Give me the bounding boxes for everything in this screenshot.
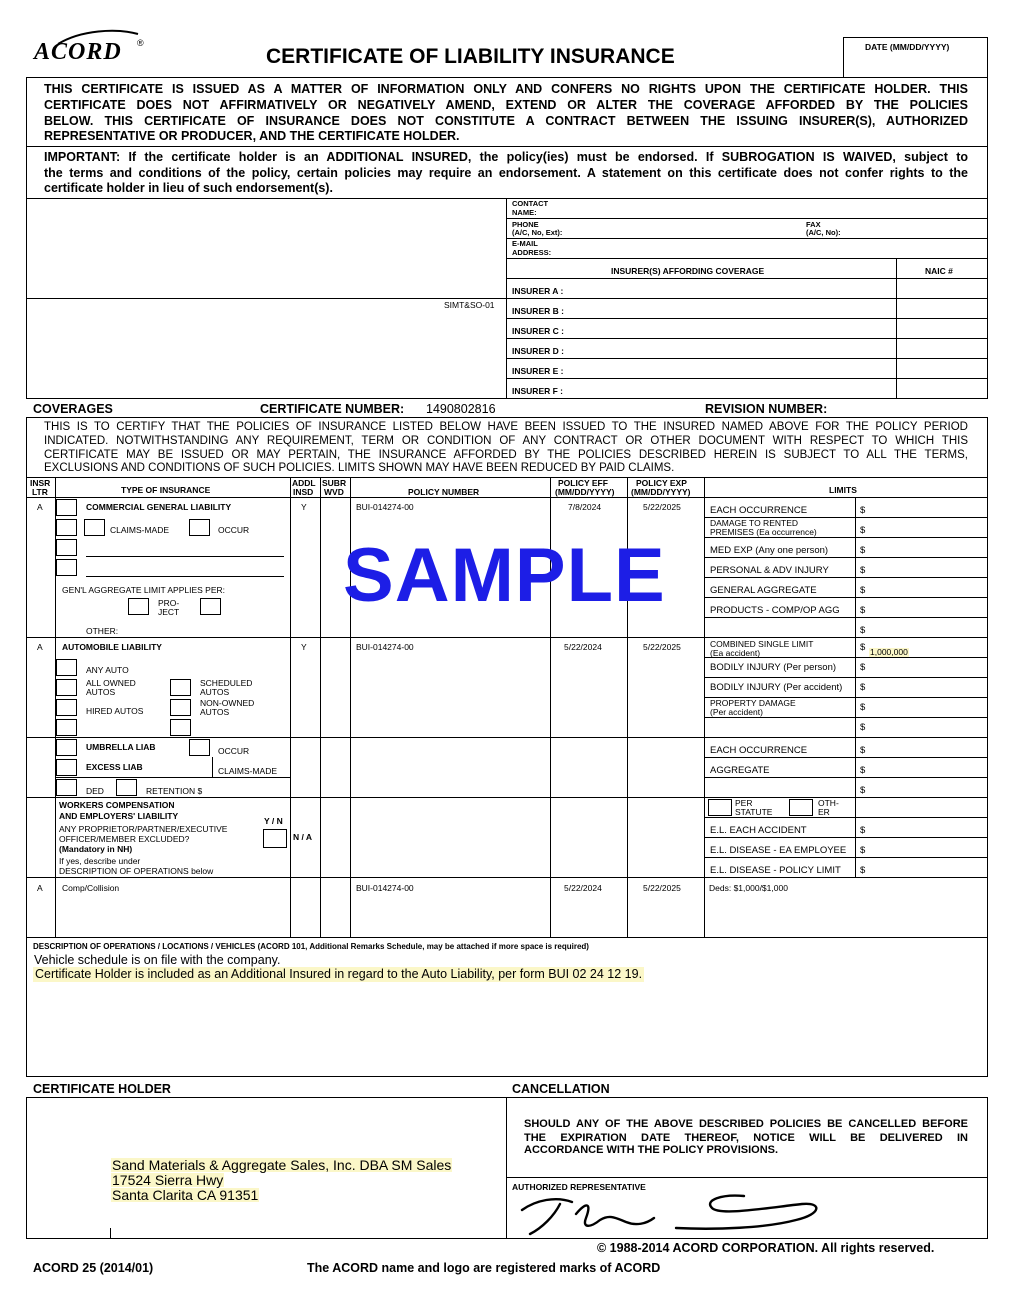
wc-limit-3: E.L. DISEASE - POLICY LIMIT xyxy=(710,865,841,876)
agg-applies-label: GEN'L AGGREGATE LIMIT APPLIES PER: xyxy=(62,585,226,595)
wc-proprietor-2: OFFICER/MEMBER EXCLUDED? xyxy=(59,834,190,844)
email-label-1: E-MAIL xyxy=(512,239,538,248)
page-title: CERTIFICATE OF LIABILITY INSURANCE xyxy=(266,45,675,68)
umb-limit-2: AGGREGATE xyxy=(710,765,770,776)
all-owned-checkbox[interactable] xyxy=(56,679,77,696)
fax-label-1: FAX xyxy=(806,220,821,229)
description-label: DESCRIPTION OF OPERATIONS / LOCATIONS / VEHICLES (ACORD 101, Additional Remarks Schedule, may be attached if more space is required) xyxy=(33,942,589,951)
col-insr-2: LTR xyxy=(32,487,48,497)
dollar-gl-7: $ xyxy=(860,625,866,636)
insurer-b: INSURER B : xyxy=(512,306,564,316)
auto-exp: 5/22/2025 xyxy=(643,642,681,652)
other-checkbox[interactable] xyxy=(789,799,813,816)
excess-label: EXCESS LIAB xyxy=(86,762,143,772)
non-owned-1: NON-OWNED xyxy=(200,698,255,708)
project-label-2: JECT xyxy=(158,607,180,617)
wc-yn: Y / N xyxy=(264,816,283,826)
dollar-wc-1: $ xyxy=(860,825,866,836)
dollar-auto-2: $ xyxy=(860,662,866,673)
sample-watermark: SAMPLE xyxy=(343,533,666,618)
wc-describe-1: If yes, describe under xyxy=(59,856,141,866)
wc-title-1: WORKERS COMPENSATION xyxy=(59,800,175,810)
occur-label: OCCUR xyxy=(218,525,250,535)
col-addl-2: INSD xyxy=(293,487,314,497)
scheduled-checkbox[interactable] xyxy=(170,679,191,696)
excess-checkbox[interactable] xyxy=(56,759,77,776)
dollar-auto-4: $ xyxy=(860,702,866,713)
description-line-1: Vehicle schedule is on file with the company. xyxy=(34,953,281,967)
loc-checkbox[interactable] xyxy=(200,598,221,615)
gl-ltr: A xyxy=(37,502,43,512)
ded-label: DED xyxy=(86,786,104,796)
phone-label-2: (A/C, No, Ext): xyxy=(512,228,563,237)
description-line-2: Certificate Holder is included as an Additional Insured in regard to the Auto Liability, per form BUI 02 24 12 19. xyxy=(35,967,643,981)
holder-street: 17524 Sierra Hwy xyxy=(112,1172,224,1188)
dollar-gl-4: $ xyxy=(860,565,866,576)
col-exp-1: POLICY EXP xyxy=(636,478,687,488)
gl-exp: 5/22/2025 xyxy=(643,502,681,512)
auto-extra-checkbox-2[interactable] xyxy=(170,719,191,736)
wc-other-2: ER xyxy=(818,807,830,817)
umbrella-occur-checkbox[interactable] xyxy=(189,739,210,756)
auto-addl: Y xyxy=(301,642,307,652)
umbrella-checkbox[interactable] xyxy=(56,739,77,756)
non-owned-2: AUTOS xyxy=(200,707,230,717)
all-owned-1: ALL OWNED xyxy=(86,678,136,688)
producer-code: SIMT&SO-01 xyxy=(444,300,495,310)
other-policy: BUI-014274-00 xyxy=(356,883,414,893)
umb-limit-1: EACH OCCURRENCE xyxy=(710,745,808,756)
col-subr-2: WVD xyxy=(324,487,344,497)
other-type: Comp/Collision xyxy=(62,883,120,893)
auto-limit-3b: (Per accident) xyxy=(710,707,763,717)
hired-checkbox[interactable] xyxy=(56,699,77,716)
claims-made-checkbox[interactable] xyxy=(84,519,105,536)
signature xyxy=(516,1188,826,1238)
dollar-umb-2: $ xyxy=(860,765,866,776)
acord-logo: ACORD xyxy=(34,39,122,65)
wc-limit-2: E.L. DISEASE - EA EMPLOYEE xyxy=(710,845,847,856)
auto-extra-checkbox-1[interactable] xyxy=(56,719,77,736)
ded-checkbox[interactable] xyxy=(56,779,77,796)
holder-name: Sand Materials & Aggregate Sales, Inc. DBA SM Sales xyxy=(112,1157,452,1173)
gl-limit-1: EACH OCCURRENCE xyxy=(710,505,808,516)
auto-limit-3a: PROPERTY DAMAGE xyxy=(710,698,796,708)
cert-number: 1490802816 xyxy=(426,402,496,416)
auto-limit-2: BODILY INJURY (Per accident) xyxy=(710,682,843,693)
copyright: © 1988-2014 ACORD CORPORATION. All rights reserved. xyxy=(597,1241,935,1255)
important-line-2: the terms and conditions of the policy, certain policies may require an endorsement. A statement on this certificate does not confer rights to the xyxy=(44,166,968,180)
gl-limit-6: PRODUCTS - COMP/OP AGG xyxy=(710,605,840,616)
col-type: TYPE OF INSURANCE xyxy=(121,485,211,495)
cancellation-line-2: THE EXPIRATION DATE THEREOF, NOTICE WILL BE DELIVERED IN xyxy=(524,1132,968,1144)
auto-limit-1: BODILY INJURY (Per person) xyxy=(710,662,837,673)
any-auto-label: ANY AUTO xyxy=(86,665,129,675)
holder-label: CERTIFICATE HOLDER xyxy=(33,1082,171,1096)
contact-name-label-2: NAME: xyxy=(512,208,537,217)
fax-label-2: (A/C, No): xyxy=(806,228,841,237)
naic-header: NAIC # xyxy=(925,266,953,276)
dollar-wc-3: $ xyxy=(860,865,866,876)
gl-policy: BUI-014274-00 xyxy=(356,502,414,512)
gl-title: COMMERCIAL GENERAL LIABILITY xyxy=(86,502,232,512)
other-eff: 5/22/2024 xyxy=(564,883,602,893)
notice-line-2: CERTIFICATE DOES NOT AFFIRMATIVELY OR NEGATIVELY AMEND, EXTEND OR ALTER THE COVERAGE AFFORDED BY THE POLICIES xyxy=(44,98,968,112)
csl-value: 1,000,000 xyxy=(870,647,908,657)
acord-logo-mark: ® xyxy=(137,38,144,48)
insurer-d: INSURER D : xyxy=(512,346,564,356)
dollar-gl-3: $ xyxy=(860,545,866,556)
per-statute-1: PER xyxy=(735,798,753,808)
date-label: DATE (MM/DD/YYYY) xyxy=(865,42,950,52)
other-exp: 5/22/2025 xyxy=(643,883,681,893)
auth-rep-label: AUTHORIZED REPRESENTATIVE xyxy=(512,1182,646,1192)
all-owned-2: AUTOS xyxy=(86,687,116,697)
wc-limit-1: E.L. EACH ACCIDENT xyxy=(710,825,807,836)
dollar-umb-1: $ xyxy=(860,745,866,756)
auto-title: AUTOMOBILE LIABILITY xyxy=(62,642,162,652)
important-line-1: IMPORTANT: If the certificate holder is an ADDITIONAL INSURED, the policy(ies) must be endorsed. If SUBROGATION IS WAIVED, subject to xyxy=(44,150,968,164)
col-addl-1: ADDL xyxy=(292,478,316,488)
gl-checkbox[interactable] xyxy=(56,499,77,516)
non-owned-checkbox[interactable] xyxy=(170,699,191,716)
dollar-gl-1: $ xyxy=(860,505,866,516)
auto-ltr: A xyxy=(37,642,43,652)
gl-claims-checkbox-lead[interactable] xyxy=(56,519,77,536)
contact-name-label-1: CONTACT xyxy=(512,199,549,208)
cert-number-label: CERTIFICATE NUMBER: xyxy=(260,402,405,416)
notice-line-3: BELOW. THIS CERTIFICATE OF INSURANCE DOES NOT CONSTITUTE A CONTRACT BETWEEN THE ISSUING INSURER(S), AUTHORIZED xyxy=(44,114,968,128)
gl-addl: Y xyxy=(301,502,307,512)
insurer-f: INSURER F : xyxy=(512,386,563,396)
insurer-c: INSURER C : xyxy=(512,326,564,336)
col-eff-2: (MM/DD/YYYY) xyxy=(555,487,615,497)
registered-marks: The ACORD name and logo are registered marks of ACORD xyxy=(307,1261,661,1275)
per-statute-checkbox[interactable] xyxy=(708,799,732,816)
wc-yn-checkbox[interactable] xyxy=(263,829,287,848)
phone-label-1: PHONE xyxy=(512,220,539,229)
dollar-auto-1: $ xyxy=(860,642,866,653)
dollar-gl-6: $ xyxy=(860,605,866,616)
gl-extra-checkbox-1[interactable] xyxy=(56,539,77,556)
retention-label: RETENTION $ xyxy=(146,786,203,796)
dollar-auto-5: $ xyxy=(860,722,866,733)
col-exp-2: (MM/DD/YYYY) xyxy=(631,487,691,497)
dollar-umb-3: $ xyxy=(860,785,866,796)
important-line-3: certificate holder in lieu of such endorsement(s). xyxy=(44,181,333,195)
umbrella-occur-label: OCCUR xyxy=(218,746,250,756)
wc-proprietor-1: ANY PROPRIETOR/PARTNER/EXECUTIVE xyxy=(59,824,228,834)
policy-checkbox[interactable] xyxy=(128,598,149,615)
auto-policy: BUI-014274-00 xyxy=(356,642,414,652)
dollar-wc-2: $ xyxy=(860,845,866,856)
wc-na: N / A xyxy=(293,832,313,842)
insurers-header: INSURER(S) AFFORDING COVERAGE xyxy=(611,266,765,276)
wc-other-1: OTH- xyxy=(818,798,839,808)
umbrella-claims-label: CLAIMS-MADE xyxy=(218,766,278,776)
gl-eff: 7/8/2024 xyxy=(568,502,602,512)
gl-limit-3: MED EXP (Any one person) xyxy=(710,545,829,556)
dollar-gl-2: $ xyxy=(860,525,866,536)
cancellation-label: CANCELLATION xyxy=(512,1082,610,1096)
notice-line-1: THIS CERTIFICATE IS ISSUED AS A MATTER OF INFORMATION ONLY AND CONFERS NO RIGHTS UPON THE CERTIFICATE HOLDER. THIS xyxy=(44,82,968,96)
retention-checkbox[interactable] xyxy=(116,779,137,796)
certify-line-1: THIS IS TO CERTIFY THAT THE POLICIES OF INSURANCE LISTED BELOW HAVE BEEN ISSUED TO THE INSURED NAMED ABOVE FOR THE POLICY PERIOD xyxy=(44,421,968,433)
other-limits: Deds: $1,000/$1,000 xyxy=(709,883,788,893)
dollar-gl-5: $ xyxy=(860,585,866,596)
csl-label-1: COMBINED SINGLE LIMIT xyxy=(710,639,814,649)
gl-limit-2b: PREMISES (Ea occurrence) xyxy=(710,527,817,537)
cancellation-line-1: SHOULD ANY OF THE ABOVE DESCRIBED POLICIES BE CANCELLED BEFORE xyxy=(524,1118,968,1130)
gl-extra-checkbox-2[interactable] xyxy=(56,559,77,576)
acord-logo-swoosh xyxy=(56,28,140,46)
occur-checkbox[interactable] xyxy=(189,519,210,536)
dollar-auto-3: $ xyxy=(860,682,866,693)
revision-label: REVISION NUMBER: xyxy=(705,402,828,416)
hired-label: HIRED AUTOS xyxy=(86,706,144,716)
cancellation-line-3: ACCORDANCE WITH THE POLICY PROVISIONS. xyxy=(524,1144,779,1156)
wc-mandatory: (Mandatory in NH) xyxy=(59,844,133,854)
claims-made-label: CLAIMS-MADE xyxy=(110,525,170,535)
certify-line-2: INDICATED. NOTWITHSTANDING ANY REQUIREMENT, TERM OR CONDITION OF ANY CONTRACT OR OTHER DOCUMENT WITH RESPECT TO WHICH THIS xyxy=(44,435,968,447)
any-auto-checkbox[interactable] xyxy=(56,659,77,676)
insurer-a: INSURER A : xyxy=(512,286,564,296)
col-eff-1: POLICY EFF xyxy=(558,478,608,488)
gl-limit-2a: DAMAGE TO RENTED xyxy=(710,518,799,528)
other-label: OTHER: xyxy=(86,626,119,636)
gl-limit-4: PERSONAL & ADV INJURY xyxy=(710,565,829,576)
wc-describe-2: DESCRIPTION OF OPERATIONS below xyxy=(59,866,214,876)
wc-title-2: AND EMPLOYERS' LIABILITY xyxy=(59,811,179,821)
email-label-2: ADDRESS: xyxy=(512,248,552,257)
coverages-label: COVERAGES xyxy=(33,402,113,416)
certify-line-3: CERTIFICATE MAY BE ISSUED OR MAY PERTAIN, THE INSURANCE AFFORDED BY THE POLICIES DESCRIBED HEREIN IS SUBJECT TO ALL THE TERMS, xyxy=(44,449,968,461)
gl-limit-5: GENERAL AGGREGATE xyxy=(710,585,817,596)
insurer-e: INSURER E : xyxy=(512,366,564,376)
project-label-1: PRO- xyxy=(158,598,180,608)
col-policy: POLICY NUMBER xyxy=(408,487,480,497)
form-number: ACORD 25 (2014/01) xyxy=(33,1261,154,1275)
auto-eff: 5/22/2024 xyxy=(564,642,602,652)
scheduled-1: SCHEDULED xyxy=(200,678,253,688)
holder-city: Santa Clarita CA 91351 xyxy=(112,1187,259,1203)
csl-label-2: (Ea accident) xyxy=(710,648,761,658)
other-ltr: A xyxy=(37,883,43,893)
per-statute-2: STATUTE xyxy=(735,807,773,817)
certify-line-4: EXCLUSIONS AND CONDITIONS OF SUCH POLICIES. LIMITS SHOWN MAY HAVE BEEN REDUCED BY PAID CLAIMS. xyxy=(44,462,675,474)
notice-line-4: REPRESENTATIVE OR PRODUCER, AND THE CERTIFICATE HOLDER. xyxy=(44,129,460,143)
scheduled-2: AUTOS xyxy=(200,687,230,697)
umbrella-label: UMBRELLA LIAB xyxy=(86,742,156,752)
col-limits: LIMITS xyxy=(829,485,857,495)
col-insr-1: INSR xyxy=(30,478,51,488)
col-subr-1: SUBR xyxy=(322,478,347,488)
